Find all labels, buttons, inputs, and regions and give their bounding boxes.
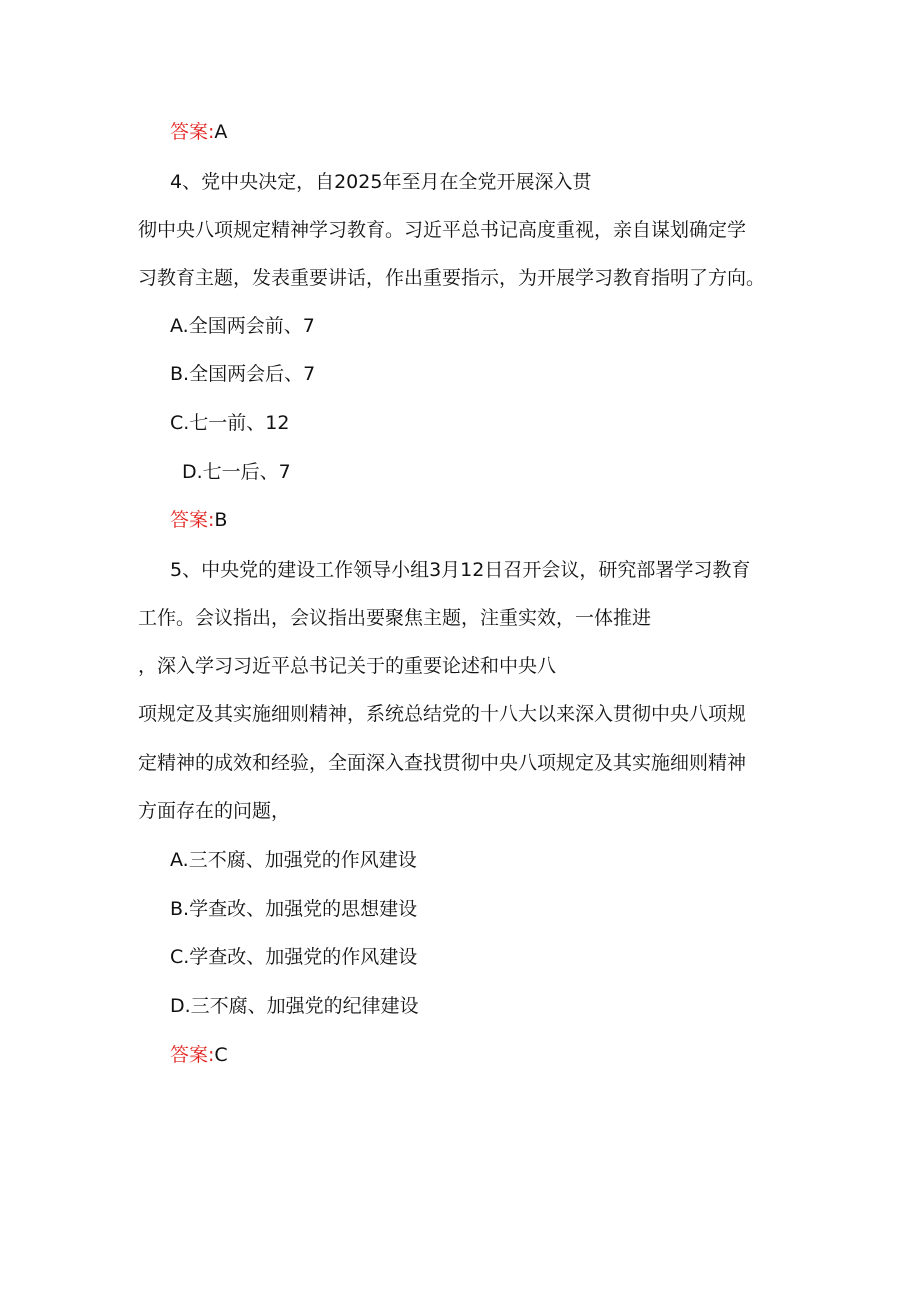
answer-value: B (214, 509, 228, 531)
question-5-option-a: A.三不腐、加强党的作风建设 (170, 849, 417, 871)
answer-line (170, 120, 227, 144)
question-5-option-b: B.学查改、加强党的思想建设 (170, 898, 418, 920)
question-5-line-6: 方面存在的问题， (138, 800, 291, 822)
question-4-option-d: D.七一后、7 (182, 461, 291, 483)
answer-label: 答案: (170, 121, 215, 143)
question-5-option-c: C.学查改、加强党的作风建设 (170, 946, 418, 968)
answer-label: 答案: (170, 509, 215, 531)
question-5-line-5: 定精神的成效和经验，全面深入查找贯彻中央八项规定及其实施细则精神 (138, 752, 747, 774)
question-5-option-d: D.三不腐、加强党的纪律建设 (170, 995, 419, 1017)
question-5-line-2: 工作。会议指出，会议指出要聚焦主题，注重实效，一体推进 (138, 607, 652, 629)
answer-label: 答案: (170, 1044, 215, 1066)
answer-line (170, 1043, 228, 1067)
question-4-option-c: C.七一前、12 (170, 412, 290, 434)
question-4-option-a: A.全国两会前、7 (170, 315, 315, 337)
question-4-line-3: 习教育主题，发表重要讲话，作出重要指示，为开展学习教育指明了方向。 (138, 267, 766, 289)
question-5-line-4: 项规定及其实施细则精神，系统总结党的十八大以来深入贯彻中央八项规 (138, 703, 747, 725)
answer-line (170, 508, 227, 532)
question-5-line-1: 5、中央党的建设工作领导小组3月12日召开会议，研究部署学习教育 (170, 559, 751, 581)
question-4-option-b: B.全国两会后、7 (170, 363, 316, 385)
question-4-line-1: 4、党中央决定，自2025年至月在全党开展深入贯 (170, 171, 592, 193)
answer-value: A (214, 121, 228, 143)
question-5-line-3: ，深入学习习近平总书记关于的重要论述和中央八 (138, 655, 557, 677)
answer-value: C (214, 1044, 228, 1066)
question-4-line-2: 彻中央八项规定精神学习教育。习近平总书记高度重视，亲自谋划确定学 (138, 219, 747, 241)
